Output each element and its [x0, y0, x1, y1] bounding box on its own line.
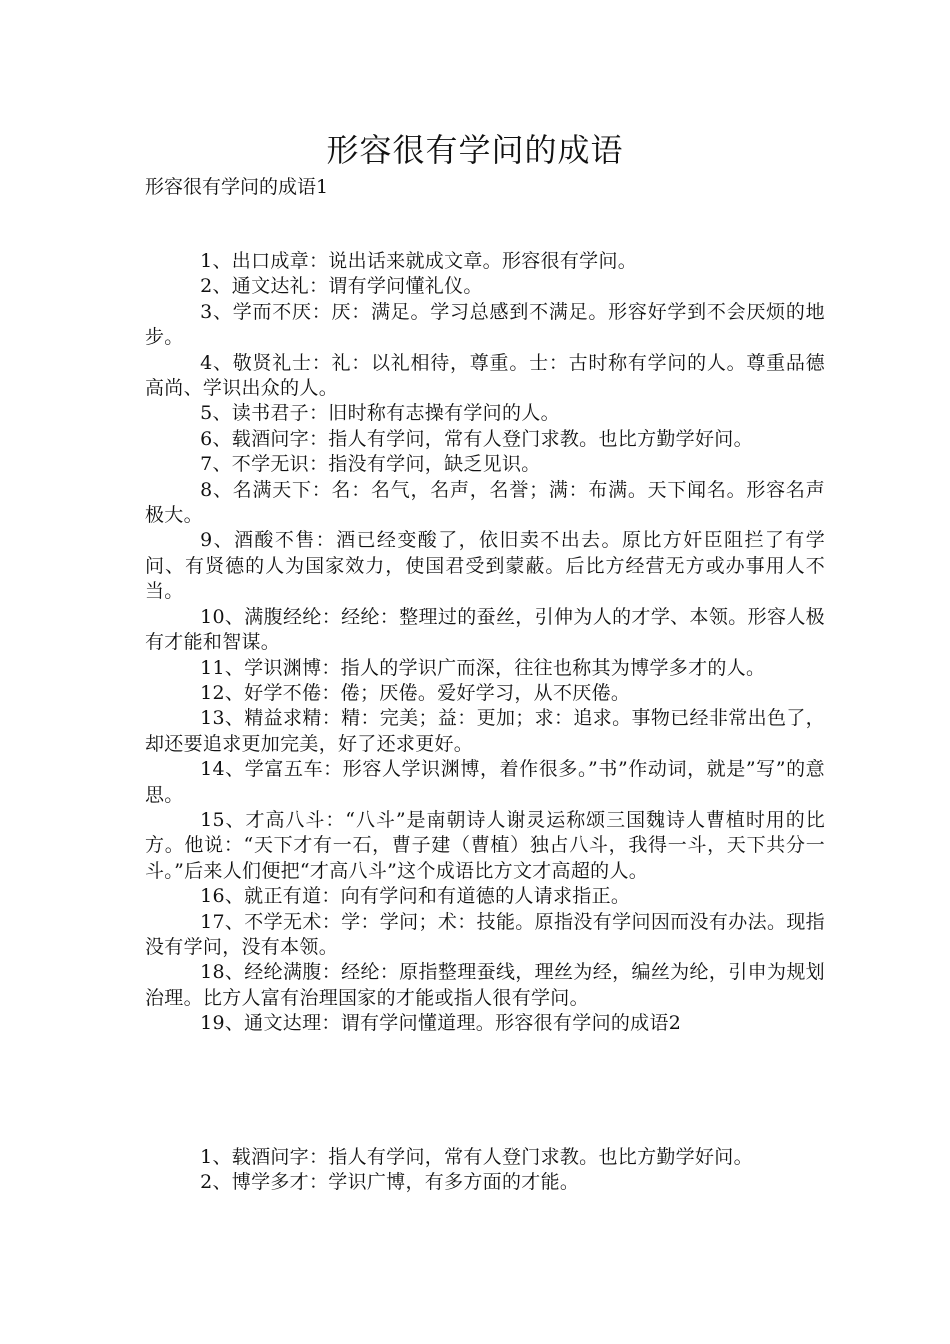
list-item: 9、酒酸不售：酒已经变酸了，依旧卖不出去。原比方奸臣阻拦了有学问、有贤德的人为国家效力，使国君受到蒙蔽。后比方经营无方或办事用人不当。: [145, 529, 825, 603]
list-item-text: 19、通文达理：谓有学问懂道理。: [200, 1012, 496, 1035]
list-item: 8、名满天下：名：名气，名声，名誉；满：布满。天下闻名。形容名声极大。: [145, 478, 825, 527]
list-item-last: [145, 1011, 825, 1036]
list-item: 12、好学不倦：倦；厌倦。爱好学习，从不厌倦。: [200, 681, 631, 704]
list-item: 11、学识渊博：指人的学识广而深，往往也称其为博学多才的人。: [200, 656, 766, 679]
section-heading-1: 形容很有学问的成语1: [145, 176, 329, 198]
list-item: 17、不学无术：学：学问；术：技能。原指没有学问因而没有办法。现指没有学问，没有本领。: [145, 910, 825, 958]
list-item: 2、通文达礼：谓有学问懂礼仪。: [200, 275, 483, 298]
list-item: 6、载酒问字：指人有学问，常有人登门求教。也比方勤学好问。: [200, 427, 753, 450]
list-item: 3、学而不厌：厌：满足。学习总感到不满足。形容好学到不会厌烦的地步。: [145, 300, 825, 349]
list-item: 2、博学多才：学识广博，有多方面的才能。: [200, 1171, 580, 1194]
list-item: 15、才高八斗：“八斗”是南朝诗人谢灵运称颂三国魏诗人曹植时用的比方。他说：“天下才有一石，曹子建（曹植）独占八斗，我得一斗，天下共分一斗。”后来人们便把“才高八斗”这个成语比方文才高超的人。: [145, 808, 825, 882]
list-item: 7、不学无识：指没有学问，缺乏见识。: [200, 453, 541, 476]
idiom-list-2: [145, 1145, 825, 1196]
list-item: 10、满腹经纶：经纶：整理过的蚕丝，引伸为人的才学、本领。形容人极有才能和智谋。: [145, 605, 825, 654]
list-item: 18、经纶满腹：经纶：原指整理蚕线，理丝为经，编丝为纶，引申为规划治理。比方人富有治理国家的才能或指人很有学问。: [145, 961, 825, 1009]
idiom-list-1: [145, 249, 825, 1037]
list-item: 1、载酒问字：指人有学问，常有人登门求教。也比方勤学好问。: [200, 1146, 753, 1168]
list-item: 14、学富五车：形容人学识渊博，着作很多。”书”作动词，就是”写”的意思。: [145, 758, 825, 806]
list-item: 5、读书君子：旧时称有志操有学问的人。: [200, 402, 560, 425]
section-heading-2: 形容很有学问的成语2: [495, 1012, 682, 1035]
list-item: 4、敬贤礼士：礼：以礼相待，尊重。士：古时称有学问的人。尊重品德高尚、学识出众的人。: [145, 351, 825, 400]
list-item: 1、出口成章：说出话来就成文章。形容很有学问。: [200, 250, 638, 272]
list-item: 16、就正有道：向有学问和有道德的人请求指正。: [200, 885, 631, 908]
document-title: 形容很有学问的成语: [326, 131, 624, 169]
list-item: 13、精益求精：精：完美；益：更加；求：追求。事物已经非常出色了，却还要追求更加完美，好了还求更好。: [145, 707, 825, 755]
